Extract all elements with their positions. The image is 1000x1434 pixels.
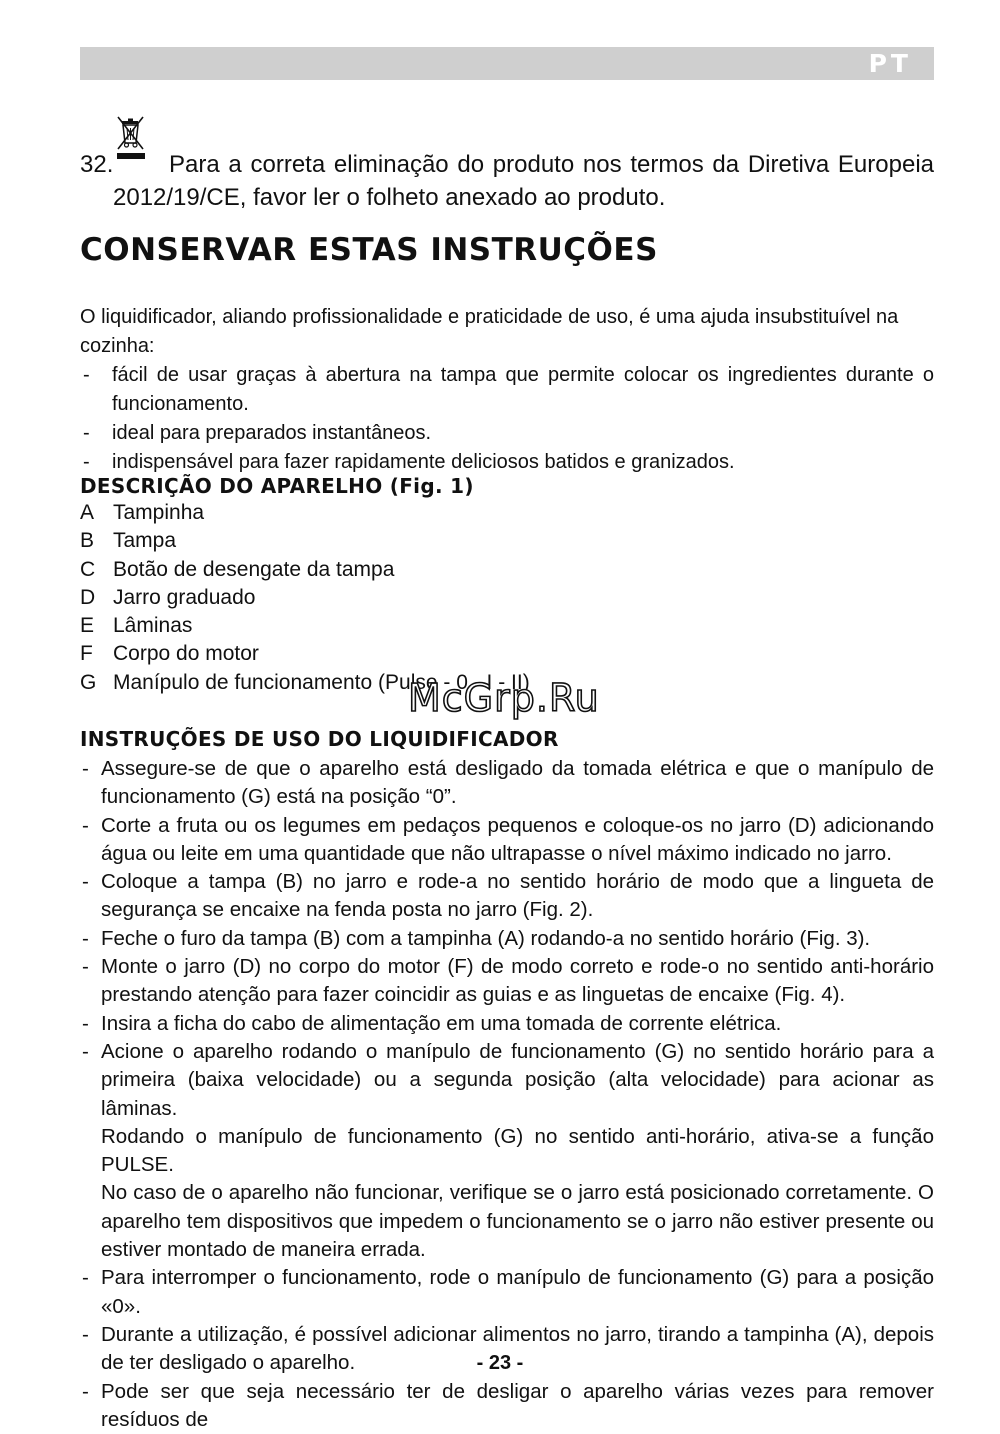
list-item: - Durante a utilização, é possível adicionar alimentos no jarro, tirando a tampinha (A), depois de ter desligado o aparelho. bbox=[82, 1322, 934, 1375]
list-item: - Para interromper o funcionamento, rode o manípulo de funcionamento (G) para a posição «0». bbox=[82, 1266, 934, 1318]
list-item: B Tampa bbox=[80, 529, 177, 553]
list-item: - Monte o jarro (D) no corpo do motor (F) de modo correto e rode-o no sentido anti-horário prestando atenção para fazer coincidir as guias e as linguetas de encaixe (Fig. 4). bbox=[82, 955, 934, 1007]
page-title: CONSERVAR ESTAS INSTRUÇÕES bbox=[80, 232, 658, 268]
list-item: - Pode ser que seja necessário ter de desligar o aparelho várias vezes para remover resíduos de bbox=[82, 1379, 934, 1431]
list-item: A Tampinha bbox=[80, 501, 205, 524]
item-number: 32. bbox=[80, 151, 114, 178]
list-item: - Corte a fruta ou os legumes em pedaços pequenos e coloque-os no jarro (D) adicionando água ou leite em uma quantidade que não ultrapasse o nível máximo indicado no jarro. bbox=[82, 813, 934, 865]
watermark: McGrp.Ru bbox=[408, 676, 600, 720]
list-item: E Lâminas bbox=[80, 614, 193, 638]
usage-heading: INSTRUÇÕES DE USO DO LIQUIDIFICADOR bbox=[80, 727, 559, 751]
list-item: - Insira a ficha do cabo de alimentação em uma tomada de corrente elétrica. bbox=[82, 1011, 782, 1035]
step-note: No caso de o aparelho não funcionar, verifique se o jarro está posicionado corretamente. O aparelho tem dispositivos que impedem o funcionamento se o jarro não estiver presente ou estiver montado de maneira errada. bbox=[101, 1181, 934, 1262]
parts-list bbox=[80, 499, 530, 697]
usage-section bbox=[80, 755, 934, 1434]
list-item: - Coloque a tampa (B) no jarro e rode-a no sentido horário de modo que a lingueta de segurança se encaixe na fenda posta no jarro (Fig. 2). bbox=[82, 870, 934, 922]
page-number: - 23 - bbox=[476, 1352, 524, 1374]
list-item: G Manípulo de funcionamento (Pulse - 0 - I - II) bbox=[80, 670, 530, 694]
language-header-bar bbox=[80, 47, 934, 80]
disposal-text: Para a correta eliminação do produto nos termos da Diretiva Europeia 2012/19/CE, favor ler o folheto anexado ao produto. bbox=[113, 151, 934, 211]
list-item: - fácil de usar graças à abertura na tampa que permite colocar os ingredientes durante o funcionamento. bbox=[83, 364, 934, 415]
crossed-out-wheelie-bin-icon bbox=[113, 114, 149, 162]
disposal-note bbox=[80, 148, 934, 214]
language-code: PT bbox=[868, 49, 912, 78]
list-item: - ideal para preparados instantâneos. bbox=[83, 422, 432, 444]
list-item: - Assegure-se de que o aparelho está desligado da tomada elétrica e que o manípulo de funcionamento (G) está na posição “0”. bbox=[82, 757, 934, 809]
intro-bullets bbox=[80, 361, 934, 477]
list-item: - Acione o aparelho rodando o manípulo de funcionamento (G) no sentido horário para a primeira (baixa velocidade) ou a segunda posição (alta velocidade) para acionar as lâminas. Rodando o manípulo de funcionamento (G) no sentido anti-horário, ativa-se a função PULSE. No caso de o aparelho não funcionar, verifique se o jarro está posicionado corretamente. O aparelho tem dispositivos que impedem o funcionamento se o jarro não estiver presente ou estiver montado de maneira errada. bbox=[80, 1038, 934, 1264]
list-item: D Jarro graduado bbox=[80, 585, 256, 609]
intro-section bbox=[80, 303, 934, 477]
usage-steps bbox=[80, 755, 934, 1434]
description-heading: DESCRIÇÃO DO APARELHO (Fig. 1) bbox=[80, 474, 474, 498]
intro-text: O liquidificador, aliando profissionalidade e praticidade de uso, é uma ajuda insubstituível na cozinha: bbox=[80, 306, 899, 357]
list-item: - Feche o furo da tampa (B) com a tampinha (A) rodando-a no sentido horário (Fig. 3). bbox=[82, 926, 871, 950]
list-item: - indispensável para fazer rapidamente deliciosos batidos e granizados. bbox=[83, 451, 735, 473]
step-note: Rodando o manípulo de funcionamento (G) no sentido anti-horário, ativa-se a função PULSE. bbox=[101, 1124, 934, 1177]
list-item: F Corpo do motor bbox=[80, 642, 259, 666]
list-item: C Botão de desengate da tampa bbox=[80, 557, 395, 581]
